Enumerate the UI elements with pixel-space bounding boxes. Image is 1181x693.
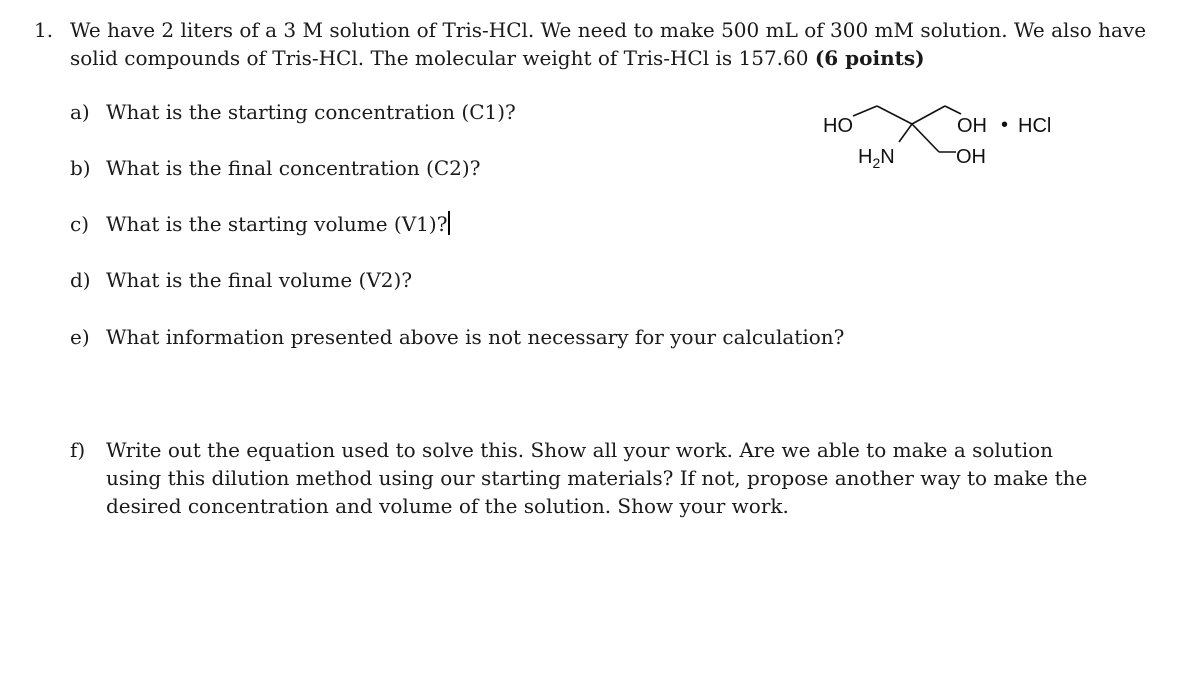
part-d [70,266,412,294]
part-e-text: What information presented above is not necessary for your calculation? [106,325,845,349]
part-e-letter: e) [70,325,90,349]
part-b-letter: b) [70,156,91,180]
part-c-letter: c) [70,212,90,236]
label-oh-right: OH [957,115,987,137]
bond-c-nh2 [899,124,912,142]
part-c-text: What is the starting volume (V1)? [106,212,448,236]
part-d-letter: d) [70,268,91,292]
bond-c-ch2-right [912,106,945,124]
part-a [70,98,516,126]
question-points: (6 points) [814,46,925,70]
part-f-text: Write out the equation used to solve this. Show all your work. Are we able to make a solution using this dilution method using our starting materials? If not, propose another way to make the desired concentration and volume of the solution. Show your work. [106,438,1088,518]
bond-ch2-c [877,106,912,124]
part-d-text: What is the final volume (V2)? [106,268,413,292]
question-stem [70,16,1150,72]
text-cursor[interactable] [448,211,450,235]
tris-hcl-structure [815,100,1095,180]
part-c [70,210,450,238]
tris-hcl-structure-drawing [815,100,1095,180]
label-amine-h: H [858,146,873,168]
part-f [70,436,1100,520]
question-stem-text: We have 2 liters of a 3 M solution of Tris-HCl. We need to make 500 mL of 300 mM solution. We also have solid compounds of Tris-HCl. The molecular weight of Tris-HCl is 157.60 [70,18,1147,70]
label-hcl: HCl [1018,115,1052,137]
label-dot: • [1001,114,1009,136]
bond-ch2-oh-right [945,106,961,114]
question-number: 1. [34,18,54,42]
part-e [70,323,844,351]
part-b [70,154,480,182]
label-amine-sub: 2 [872,155,881,171]
part-b-text: What is the final concentration (C2)? [106,156,481,180]
label-amine [858,146,895,171]
part-a-text: What is the starting concentration (C1)? [106,100,516,124]
bond-c-ch2-bottom [912,124,939,152]
label-amine-n: N [880,146,895,168]
label-oh-bottom: OH [956,146,986,168]
part-f-letter: f) [70,438,86,462]
bond-ho-ch2 [853,106,877,116]
label-ho-left: HO [823,115,853,137]
part-a-letter: a) [70,100,90,124]
